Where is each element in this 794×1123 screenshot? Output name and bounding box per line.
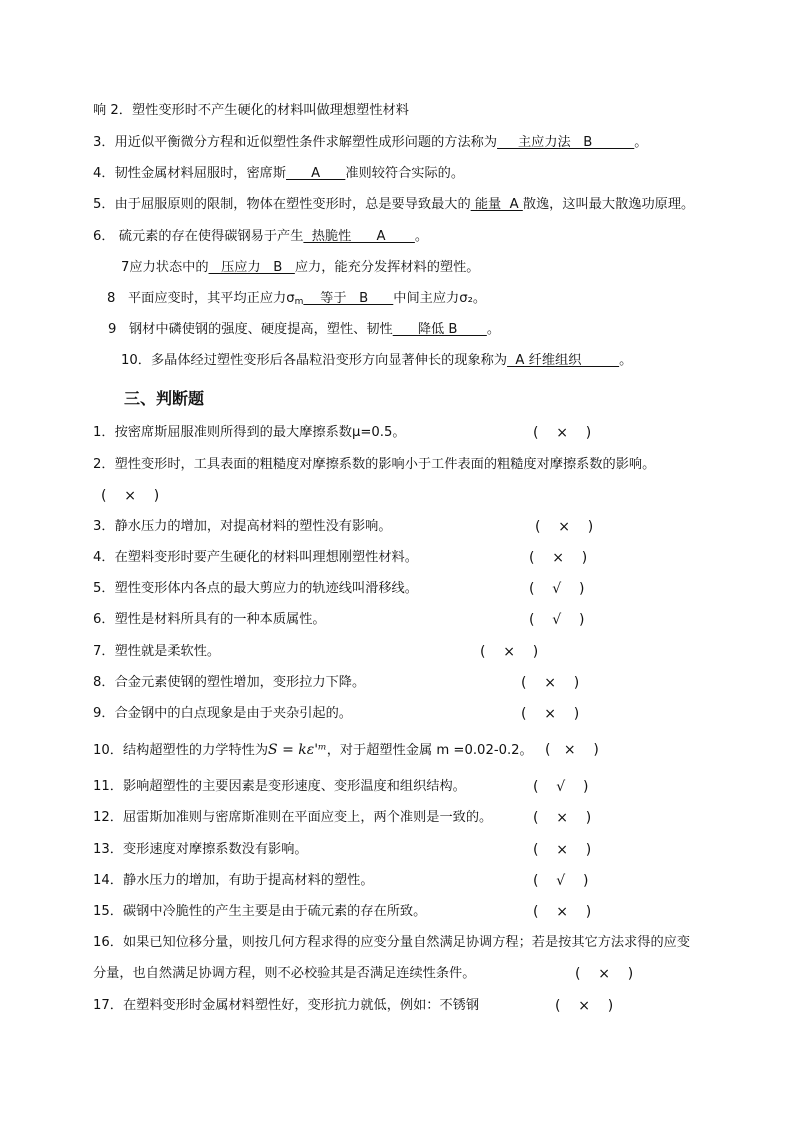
judge-item-14: 14．静水压力的增加，有助于提高材料的塑性。 <box>93 873 374 888</box>
fill-item-4-answer: A <box>286 166 346 181</box>
judge-item-9: 9．合金钢中的白点现象是由于夹杂引起的。 <box>93 706 352 721</box>
fill-item-8-answer: 等于 B <box>303 291 394 306</box>
fill-item-2: 响 2．塑性变形时不产生硬化的材料叫做理想塑性材料 <box>93 103 409 118</box>
fill-item-10-text: 10．多晶体经过塑性变形后各晶粒沿变形方向显著伸长的现象称为 <box>121 353 508 368</box>
fill-item-5-end: 散逸，这叫最大散逸功原理。 <box>522 197 695 212</box>
fill-item-8-text: 平面应变时，其平均正应力σ <box>127 291 295 306</box>
fill-item-7-answer: 压应力 B <box>208 260 295 275</box>
judge-item-13: 13．变形速度对摩擦系数没有影响。 <box>93 842 308 857</box>
fill-item-9-answer: 降低 B <box>392 322 487 337</box>
judge-mark-14: ( √ ) <box>533 873 589 889</box>
judge-item-10 <box>93 741 533 760</box>
fill-item-7 <box>121 259 479 277</box>
fill-item-6-answer: 热脆性 A <box>303 229 415 244</box>
judge-mark-4: ( × ) <box>529 550 588 566</box>
superplastic-formula: S = kε'ᵐ <box>268 742 327 758</box>
fill-item-10 <box>121 352 632 370</box>
fill-item-9-text: 钢材中磷使钢的强度、硬度提高，塑性、韧性 <box>128 322 393 337</box>
section-title-judgement: 三、判断题 <box>124 389 205 408</box>
fill-item-6 <box>93 228 428 246</box>
fill-item-7-text: 7应力状态中的 <box>121 260 209 275</box>
judge-item-16: 16．如果已知位移分量，则按几何方程求得的应变分量自然满足协调方程；若是按其它方法求得的应变 <box>93 935 691 950</box>
fill-item-7-end: 应力，能充分发挥材料的塑性。 <box>294 260 480 275</box>
judge-item-11: 11．影响超塑性的主要因素是变形速度、变形温度和组织结构。 <box>93 779 466 794</box>
judge-mark-2: ( × ) <box>101 488 160 504</box>
judge-item-6: 6．塑性是材料所具有的一种本质属性。 <box>93 612 326 627</box>
judge-mark-12: ( × ) <box>533 810 592 826</box>
judge-mark-3: ( × ) <box>535 519 594 535</box>
judge-mark-16: ( × ) <box>575 966 634 982</box>
judge-item-8: 8．合金元素使钢的塑性增加，变形拉力下降。 <box>93 675 366 690</box>
judge-mark-8: ( × ) <box>521 675 580 691</box>
judge-item-4: 4．在塑料变形时要产生硬化的材料叫理想刚塑性材料。 <box>93 550 418 565</box>
judge-item-12: 12．屈雷斯加准则与密席斯准则在平面应变上，两个准则是一致的。 <box>93 810 493 825</box>
judge-mark-5: ( √ ) <box>529 581 585 597</box>
fill-item-5 <box>93 196 694 214</box>
fill-item-8-number: 8 <box>107 291 116 306</box>
judge-mark-13: ( × ) <box>533 842 592 858</box>
judge-mark-9: ( × ) <box>521 706 580 722</box>
fill-item-5-text: 5．由于屈服原则的限制，物体在塑性变形时，总是要导致最大的 <box>93 197 471 212</box>
fill-item-4-text: 4．韧性金属材料屈服时，密席斯 <box>93 166 287 181</box>
fill-item-8-end: 中间主应力σ₂。 <box>393 291 487 306</box>
judge-item-15: 15．碳钢中冷脆性的产生主要是由于硫元素的存在所致。 <box>93 904 427 919</box>
judge-item-16-cont: 分量，也自然满足协调方程，则不必校验其是否满足连续性条件。 <box>93 966 476 981</box>
judge-mark-11: ( √ ) <box>533 779 589 795</box>
judge-item-1: 1．按密席斯屈服准则所得到的最大摩擦系数μ=0.5。 <box>93 425 406 440</box>
judge-mark-6: ( √ ) <box>529 612 585 628</box>
fill-item-8-subscript: m <box>294 297 304 307</box>
judge-item-5: 5．塑性变形体内各点的最大剪应力的轨迹线叫滑移线。 <box>93 581 418 596</box>
fill-item-3 <box>93 134 647 152</box>
judge-item-10-end: ，对于超塑性金属 m =0.02-0.2。 <box>326 743 533 758</box>
fill-item-6-text: 6． 硫元素的存在使得碳钢易于产生 <box>93 229 304 244</box>
judge-item-2: 2．塑性变形时，工具表面的粗糙度对摩擦系数的影响小于工件表面的粗糙度对摩擦系数的影响。 <box>93 457 656 472</box>
judge-mark-17: ( × ) <box>555 998 614 1014</box>
fill-item-3-answer: 主应力法 B <box>497 135 635 150</box>
fill-item-10-answer: A 纤维组织 <box>507 353 620 368</box>
judge-mark-15: ( × ) <box>533 904 592 920</box>
fill-item-5-answer: 能量 A <box>470 197 523 212</box>
fill-item-3-end: 。 <box>634 135 648 150</box>
fill-item-8 <box>107 290 486 311</box>
fill-item-4 <box>93 165 464 183</box>
fill-item-10-end: 。 <box>619 353 633 368</box>
fill-item-6-end: 。 <box>414 229 429 244</box>
judge-item-7: 7．塑性就是柔软性。 <box>93 644 221 659</box>
judge-mark-1: ( × ) <box>533 425 592 441</box>
fill-item-9 <box>108 321 500 339</box>
fill-item-4-end: 准则较符合实际的。 <box>345 166 465 181</box>
fill-item-9-end: 。 <box>486 322 501 337</box>
judge-item-17: 17．在塑料变形时金属材料塑性好，变形抗力就低，例如：不锈钢 <box>93 998 480 1013</box>
fill-item-9-number: 9 <box>108 322 117 337</box>
fill-item-3-text: 3．用近似平衡微分方程和近似塑性条件求解塑性成形问题的方法称为 <box>93 135 498 150</box>
judge-mark-7: ( × ) <box>480 644 539 660</box>
judge-item-10-text: 10．结构超塑性的力学特性为 <box>93 743 269 758</box>
judge-mark-10: ( × ) <box>545 742 599 758</box>
judge-item-3: 3．静水压力的增加，对提高材料的塑性没有影响。 <box>93 519 392 534</box>
